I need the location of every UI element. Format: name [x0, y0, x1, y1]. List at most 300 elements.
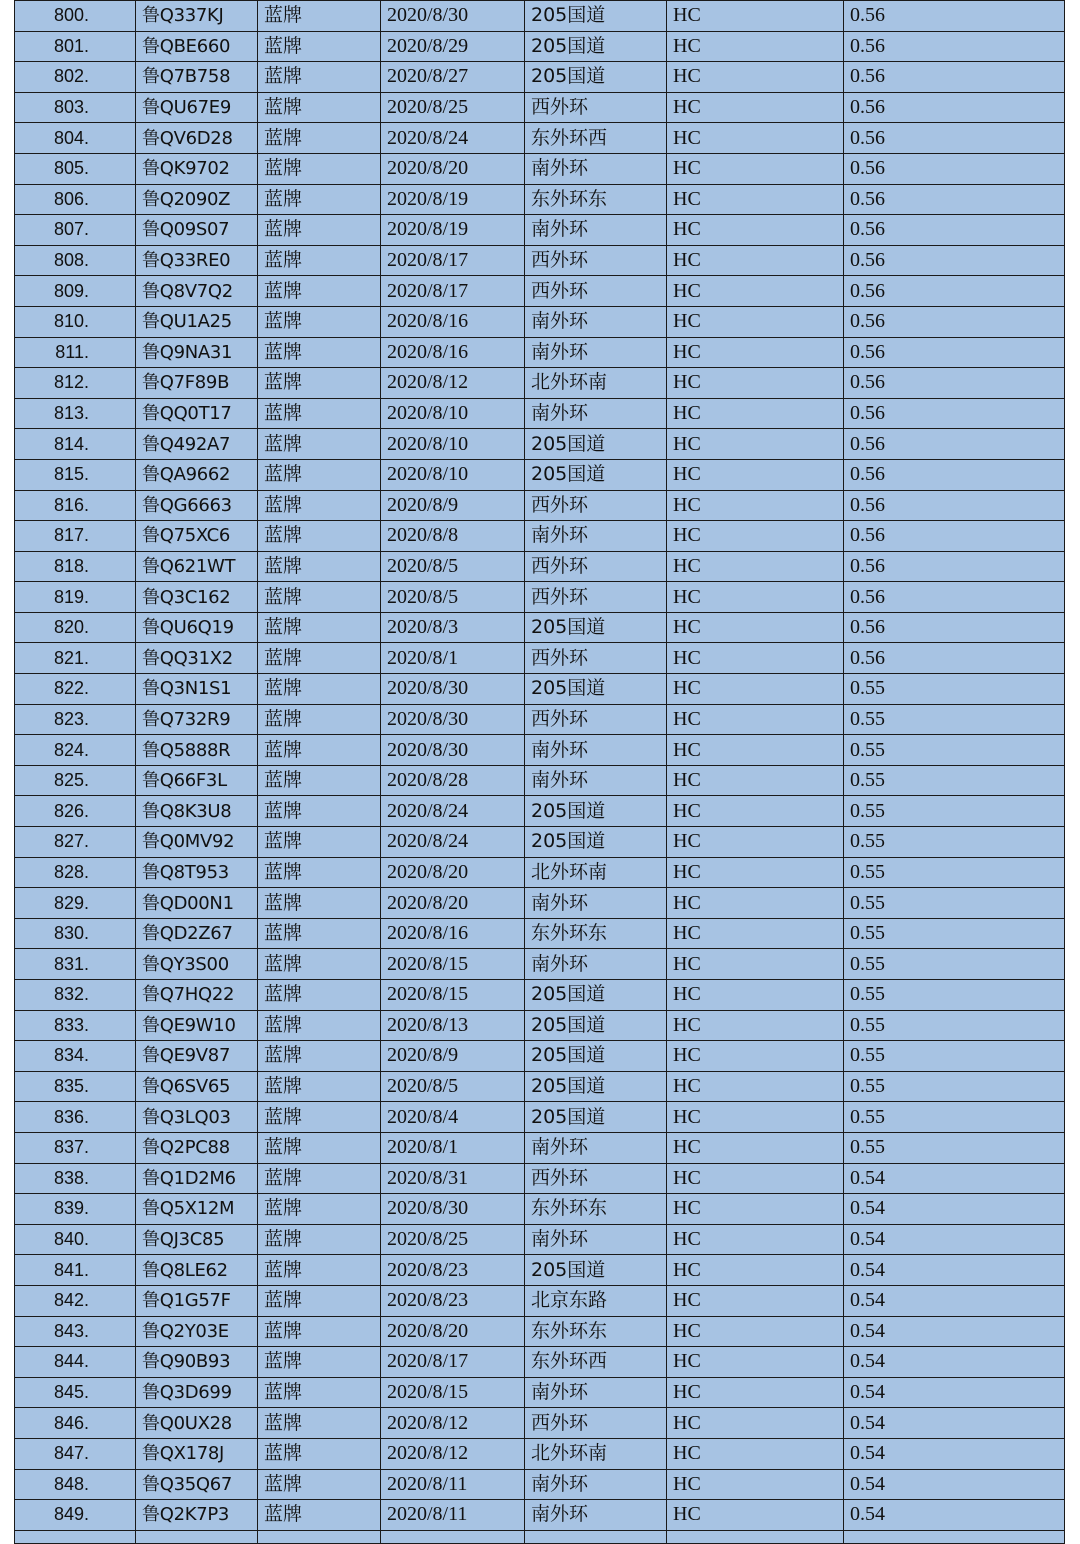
road-cell: 南外环 [525, 398, 667, 429]
plate-color-cell: 蓝牌 [258, 215, 381, 246]
date-cell: 2020/8/15 [381, 949, 525, 980]
road-cell: 北京东路 [525, 1285, 667, 1316]
road-cell: 北外环南 [525, 857, 667, 888]
plate-number-cell: 鲁Q7F89B [136, 368, 258, 399]
plate-color-cell: 蓝牌 [258, 1285, 381, 1316]
row-number-cell: 836. [15, 1102, 136, 1133]
plate-number-cell: 鲁QU1A25 [136, 306, 258, 337]
value-cell: 0.55 [844, 827, 1065, 858]
plate-number-cell: 鲁Q7B758 [136, 62, 258, 93]
row-number-cell: 835. [15, 1071, 136, 1102]
table-row [15, 949, 1065, 980]
value-cell: 0.56 [844, 184, 1065, 215]
pollutant-cell: HC [667, 459, 844, 490]
date-cell: 2020/8/12 [381, 368, 525, 399]
value-cell: 0.55 [844, 735, 1065, 766]
table-row [15, 704, 1065, 735]
date-cell: 2020/8/20 [381, 857, 525, 888]
table-row [15, 674, 1065, 705]
plate-color-cell: 蓝牌 [258, 612, 381, 643]
table-row [15, 521, 1065, 552]
row-number-cell: 840. [15, 1224, 136, 1255]
plate-color-cell: 蓝牌 [258, 1500, 381, 1531]
value-cell: 0.54 [844, 1500, 1065, 1531]
date-cell: 2020/8/28 [381, 765, 525, 796]
empty-cell [667, 1530, 844, 1543]
pollutant-cell: HC [667, 1469, 844, 1500]
date-cell: 2020/8/11 [381, 1469, 525, 1500]
date-cell: 2020/8/30 [381, 704, 525, 735]
value-cell: 0.56 [844, 612, 1065, 643]
pollutant-cell: HC [667, 490, 844, 521]
plate-color-cell: 蓝牌 [258, 1408, 381, 1439]
date-cell: 2020/8/27 [381, 62, 525, 93]
row-number-cell: 806. [15, 184, 136, 215]
value-cell: 0.56 [844, 459, 1065, 490]
pollutant-cell: HC [667, 1, 844, 32]
pollutant-cell: HC [667, 521, 844, 552]
plate-color-cell: 蓝牌 [258, 949, 381, 980]
pollutant-cell: HC [667, 1071, 844, 1102]
row-number-cell: 821. [15, 643, 136, 674]
plate-number-cell: 鲁Q33RE0 [136, 245, 258, 276]
row-number-cell: 828. [15, 857, 136, 888]
table-row [15, 1438, 1065, 1469]
road-cell: 西外环 [525, 92, 667, 123]
plate-color-cell: 蓝牌 [258, 1469, 381, 1500]
row-number-cell: 842. [15, 1285, 136, 1316]
value-cell: 0.55 [844, 949, 1065, 980]
value-cell: 0.54 [844, 1163, 1065, 1194]
date-cell: 2020/8/1 [381, 1132, 525, 1163]
road-cell: 西外环 [525, 1163, 667, 1194]
road-cell: 西外环 [525, 704, 667, 735]
date-cell: 2020/8/20 [381, 153, 525, 184]
date-cell: 2020/8/10 [381, 459, 525, 490]
road-cell: 南外环 [525, 1224, 667, 1255]
value-cell: 0.56 [844, 398, 1065, 429]
row-number-cell: 848. [15, 1469, 136, 1500]
plate-number-cell: 鲁Q66F3L [136, 765, 258, 796]
pollutant-cell: HC [667, 1316, 844, 1347]
row-number-cell: 815. [15, 459, 136, 490]
value-cell: 0.54 [844, 1469, 1065, 1500]
value-cell: 0.56 [844, 582, 1065, 613]
road-cell: 南外环 [525, 735, 667, 766]
road-cell: 205国道 [525, 429, 667, 460]
pollutant-cell: HC [667, 245, 844, 276]
road-cell: 205国道 [525, 31, 667, 62]
row-number-cell: 833. [15, 1010, 136, 1041]
value-cell: 0.54 [844, 1438, 1065, 1469]
value-cell: 0.56 [844, 551, 1065, 582]
row-number-cell: 830. [15, 918, 136, 949]
row-number-cell: 812. [15, 368, 136, 399]
plate-color-cell: 蓝牌 [258, 1255, 381, 1286]
road-cell: 西外环 [525, 643, 667, 674]
road-cell: 南外环 [525, 521, 667, 552]
plate-number-cell: 鲁QE9W10 [136, 1010, 258, 1041]
plate-number-cell: 鲁QY3S00 [136, 949, 258, 980]
pollutant-cell: HC [667, 1438, 844, 1469]
road-cell: 南外环 [525, 949, 667, 980]
table-row [15, 184, 1065, 215]
table-row [15, 796, 1065, 827]
road-cell: 西外环 [525, 551, 667, 582]
pollutant-cell: HC [667, 612, 844, 643]
row-number-cell: 847. [15, 1438, 136, 1469]
plate-color-cell: 蓝牌 [258, 337, 381, 368]
road-cell: 南外环 [525, 1377, 667, 1408]
plate-number-cell: 鲁Q2090Z [136, 184, 258, 215]
row-number-cell: 834. [15, 1041, 136, 1072]
empty-cell [381, 1530, 525, 1543]
plate-number-cell: 鲁QU67E9 [136, 92, 258, 123]
table-row [15, 1347, 1065, 1378]
row-number-cell: 818. [15, 551, 136, 582]
plate-color-cell: 蓝牌 [258, 1438, 381, 1469]
empty-cell [525, 1530, 667, 1543]
road-cell: 205国道 [525, 1102, 667, 1133]
row-number-cell: 817. [15, 521, 136, 552]
row-number-cell: 805. [15, 153, 136, 184]
row-number-cell: 800. [15, 1, 136, 32]
plate-color-cell: 蓝牌 [258, 1010, 381, 1041]
date-cell: 2020/8/25 [381, 1224, 525, 1255]
table-row [15, 1071, 1065, 1102]
row-number-cell: 844. [15, 1347, 136, 1378]
row-number-cell: 841. [15, 1255, 136, 1286]
road-cell: 南外环 [525, 153, 667, 184]
plate-number-cell: 鲁Q3C162 [136, 582, 258, 613]
pollutant-cell: HC [667, 306, 844, 337]
plate-number-cell: 鲁Q2K7P3 [136, 1500, 258, 1531]
road-cell: 205国道 [525, 62, 667, 93]
plate-color-cell: 蓝牌 [258, 827, 381, 858]
value-cell: 0.56 [844, 643, 1065, 674]
value-cell: 0.55 [844, 888, 1065, 919]
plate-number-cell: 鲁Q732R9 [136, 704, 258, 735]
date-cell: 2020/8/30 [381, 735, 525, 766]
plate-number-cell: 鲁Q3LQ03 [136, 1102, 258, 1133]
pollutant-cell: HC [667, 1408, 844, 1439]
pollutant-cell: HC [667, 643, 844, 674]
table-body [15, 1, 1065, 1544]
road-cell: 北外环南 [525, 368, 667, 399]
table-row [15, 582, 1065, 613]
value-cell: 0.56 [844, 306, 1065, 337]
plate-color-cell: 蓝牌 [258, 429, 381, 460]
table-row [15, 215, 1065, 246]
table-row [15, 429, 1065, 460]
date-cell: 2020/8/12 [381, 1408, 525, 1439]
date-cell: 2020/8/31 [381, 1163, 525, 1194]
table-row [15, 490, 1065, 521]
pollutant-cell: HC [667, 765, 844, 796]
pollutant-cell: HC [667, 1102, 844, 1133]
plate-color-cell: 蓝牌 [258, 1316, 381, 1347]
table-row [15, 1041, 1065, 1072]
plate-color-cell: 蓝牌 [258, 459, 381, 490]
table-row [15, 276, 1065, 307]
value-cell: 0.55 [844, 765, 1065, 796]
road-cell: 南外环 [525, 888, 667, 919]
road-cell: 东外环东 [525, 184, 667, 215]
road-cell: 205国道 [525, 1, 667, 32]
value-cell: 0.55 [844, 857, 1065, 888]
plate-number-cell: 鲁QV6D28 [136, 123, 258, 154]
value-cell: 0.54 [844, 1194, 1065, 1225]
plate-number-cell: 鲁Q337KJ [136, 1, 258, 32]
plate-number-cell: 鲁QJ3C85 [136, 1224, 258, 1255]
pollutant-cell: HC [667, 1194, 844, 1225]
date-cell: 2020/8/16 [381, 306, 525, 337]
table-row [15, 459, 1065, 490]
plate-number-cell: 鲁QK9702 [136, 153, 258, 184]
date-cell: 2020/8/10 [381, 429, 525, 460]
row-number-cell: 803. [15, 92, 136, 123]
table-row [15, 31, 1065, 62]
pollutant-cell: HC [667, 796, 844, 827]
table-row [15, 1255, 1065, 1286]
value-cell: 0.56 [844, 153, 1065, 184]
pollutant-cell: HC [667, 704, 844, 735]
pollutant-cell: HC [667, 582, 844, 613]
plate-color-cell: 蓝牌 [258, 1071, 381, 1102]
plate-number-cell: 鲁QE9V87 [136, 1041, 258, 1072]
pollutant-cell: HC [667, 949, 844, 980]
plate-number-cell: 鲁Q90B93 [136, 1347, 258, 1378]
road-cell: 205国道 [525, 827, 667, 858]
plate-color-cell: 蓝牌 [258, 123, 381, 154]
value-cell: 0.56 [844, 31, 1065, 62]
table-row [15, 337, 1065, 368]
plate-number-cell: 鲁Q75XC6 [136, 521, 258, 552]
row-number-cell: 819. [15, 582, 136, 613]
plate-number-cell: 鲁Q8LE62 [136, 1255, 258, 1286]
plate-color-cell: 蓝牌 [258, 643, 381, 674]
vehicle-emission-table [14, 0, 1065, 1544]
pollutant-cell: HC [667, 1041, 844, 1072]
row-number-cell: 810. [15, 306, 136, 337]
plate-number-cell: 鲁QQ0T17 [136, 398, 258, 429]
row-number-cell: 824. [15, 735, 136, 766]
plate-number-cell: 鲁QA9662 [136, 459, 258, 490]
plate-number-cell: 鲁Q5888R [136, 735, 258, 766]
value-cell: 0.55 [844, 674, 1065, 705]
road-cell: 南外环 [525, 1132, 667, 1163]
date-cell: 2020/8/20 [381, 1316, 525, 1347]
date-cell: 2020/8/30 [381, 1194, 525, 1225]
plate-number-cell: 鲁QQ31X2 [136, 643, 258, 674]
pollutant-cell: HC [667, 1255, 844, 1286]
plate-number-cell: 鲁Q8T953 [136, 857, 258, 888]
plate-color-cell: 蓝牌 [258, 765, 381, 796]
plate-number-cell: 鲁Q9NA31 [136, 337, 258, 368]
plate-color-cell: 蓝牌 [258, 92, 381, 123]
row-number-cell: 809. [15, 276, 136, 307]
plate-color-cell: 蓝牌 [258, 31, 381, 62]
value-cell: 0.54 [844, 1377, 1065, 1408]
value-cell: 0.55 [844, 1102, 1065, 1133]
row-number-cell: 823. [15, 704, 136, 735]
table-row [15, 1132, 1065, 1163]
table-row [15, 1377, 1065, 1408]
plate-color-cell: 蓝牌 [258, 184, 381, 215]
row-number-cell: 829. [15, 888, 136, 919]
plate-color-cell: 蓝牌 [258, 398, 381, 429]
plate-number-cell: 鲁Q0UX28 [136, 1408, 258, 1439]
date-cell: 2020/8/5 [381, 582, 525, 613]
row-number-cell: 814. [15, 429, 136, 460]
table-row [15, 153, 1065, 184]
plate-color-cell: 蓝牌 [258, 1224, 381, 1255]
row-number-cell: 813. [15, 398, 136, 429]
plate-number-cell: 鲁Q5X12M [136, 1194, 258, 1225]
table-row [15, 857, 1065, 888]
empty-cell [844, 1530, 1065, 1543]
date-cell: 2020/8/5 [381, 1071, 525, 1102]
value-cell: 0.56 [844, 215, 1065, 246]
pollutant-cell: HC [667, 276, 844, 307]
plate-color-cell: 蓝牌 [258, 735, 381, 766]
plate-color-cell: 蓝牌 [258, 306, 381, 337]
plate-number-cell: 鲁QX178J [136, 1438, 258, 1469]
value-cell: 0.56 [844, 62, 1065, 93]
date-cell: 2020/8/23 [381, 1255, 525, 1286]
plate-number-cell: 鲁Q1D2M6 [136, 1163, 258, 1194]
table-row [15, 827, 1065, 858]
pollutant-cell: HC [667, 888, 844, 919]
road-cell: 南外环 [525, 1469, 667, 1500]
plate-number-cell: 鲁Q621WT [136, 551, 258, 582]
value-cell: 0.55 [844, 704, 1065, 735]
row-number-cell: 816. [15, 490, 136, 521]
value-cell: 0.54 [844, 1316, 1065, 1347]
date-cell: 2020/8/19 [381, 184, 525, 215]
road-cell: 205国道 [525, 612, 667, 643]
date-cell: 2020/8/20 [381, 888, 525, 919]
row-number-cell: 802. [15, 62, 136, 93]
row-number-cell: 831. [15, 949, 136, 980]
empty-cell [15, 1530, 136, 1543]
road-cell: 西外环 [525, 490, 667, 521]
plate-number-cell: 鲁Q3N1S1 [136, 674, 258, 705]
date-cell: 2020/8/24 [381, 796, 525, 827]
pollutant-cell: HC [667, 1010, 844, 1041]
table-row [15, 765, 1065, 796]
date-cell: 2020/8/4 [381, 1102, 525, 1133]
table-row [15, 1285, 1065, 1316]
pollutant-cell: HC [667, 368, 844, 399]
value-cell: 0.55 [844, 1010, 1065, 1041]
date-cell: 2020/8/17 [381, 245, 525, 276]
plate-color-cell: 蓝牌 [258, 245, 381, 276]
table-row [15, 918, 1065, 949]
road-cell: 205国道 [525, 459, 667, 490]
date-cell: 2020/8/3 [381, 612, 525, 643]
plate-number-cell: 鲁Q3D699 [136, 1377, 258, 1408]
row-number-cell: 811. [15, 337, 136, 368]
empty-cell [136, 1530, 258, 1543]
plate-color-cell: 蓝牌 [258, 521, 381, 552]
pollutant-cell: HC [667, 857, 844, 888]
table-row [15, 551, 1065, 582]
value-cell: 0.55 [844, 1041, 1065, 1072]
plate-number-cell: 鲁QG6663 [136, 490, 258, 521]
plate-color-cell: 蓝牌 [258, 918, 381, 949]
date-cell: 2020/8/16 [381, 918, 525, 949]
row-number-cell: 826. [15, 796, 136, 827]
plate-color-cell: 蓝牌 [258, 1132, 381, 1163]
pollutant-cell: HC [667, 62, 844, 93]
plate-number-cell: 鲁Q492A7 [136, 429, 258, 460]
pollutant-cell: HC [667, 980, 844, 1011]
row-number-cell: 832. [15, 980, 136, 1011]
date-cell: 2020/8/10 [381, 398, 525, 429]
table-row [15, 980, 1065, 1011]
road-cell: 205国道 [525, 674, 667, 705]
value-cell: 0.56 [844, 245, 1065, 276]
value-cell: 0.55 [844, 1132, 1065, 1163]
plate-color-cell: 蓝牌 [258, 1041, 381, 1072]
value-cell: 0.56 [844, 368, 1065, 399]
road-cell: 西外环 [525, 276, 667, 307]
value-cell: 0.56 [844, 429, 1065, 460]
value-cell: 0.55 [844, 1071, 1065, 1102]
value-cell: 0.54 [844, 1408, 1065, 1439]
plate-number-cell: 鲁Q2Y03E [136, 1316, 258, 1347]
value-cell: 0.54 [844, 1255, 1065, 1286]
row-number-cell: 804. [15, 123, 136, 154]
date-cell: 2020/8/24 [381, 123, 525, 154]
table-row [15, 1500, 1065, 1531]
road-cell: 205国道 [525, 1010, 667, 1041]
date-cell: 2020/8/29 [381, 31, 525, 62]
row-number-cell: 839. [15, 1194, 136, 1225]
plate-number-cell: 鲁QU6Q19 [136, 612, 258, 643]
plate-number-cell: 鲁Q35Q67 [136, 1469, 258, 1500]
plate-color-cell: 蓝牌 [258, 490, 381, 521]
table-row [15, 735, 1065, 766]
road-cell: 东外环东 [525, 1194, 667, 1225]
date-cell: 2020/8/30 [381, 674, 525, 705]
pollutant-cell: HC [667, 215, 844, 246]
plate-color-cell: 蓝牌 [258, 704, 381, 735]
pollutant-cell: HC [667, 1224, 844, 1255]
row-number-cell: 843. [15, 1316, 136, 1347]
date-cell: 2020/8/13 [381, 1010, 525, 1041]
plate-number-cell: 鲁Q8V7Q2 [136, 276, 258, 307]
row-number-cell: 820. [15, 612, 136, 643]
date-cell: 2020/8/23 [381, 1285, 525, 1316]
road-cell: 南外环 [525, 337, 667, 368]
table-row [15, 643, 1065, 674]
value-cell: 0.56 [844, 521, 1065, 552]
table-row [15, 1, 1065, 32]
plate-number-cell: 鲁Q6SV65 [136, 1071, 258, 1102]
pollutant-cell: HC [667, 1285, 844, 1316]
pollutant-cell: HC [667, 1377, 844, 1408]
value-cell: 0.56 [844, 123, 1065, 154]
road-cell: 205国道 [525, 1071, 667, 1102]
pollutant-cell: HC [667, 429, 844, 460]
road-cell: 205国道 [525, 796, 667, 827]
row-number-cell: 808. [15, 245, 136, 276]
table-row [15, 1469, 1065, 1500]
road-cell: 东外环西 [525, 1347, 667, 1378]
plate-number-cell: 鲁Q2PC88 [136, 1132, 258, 1163]
